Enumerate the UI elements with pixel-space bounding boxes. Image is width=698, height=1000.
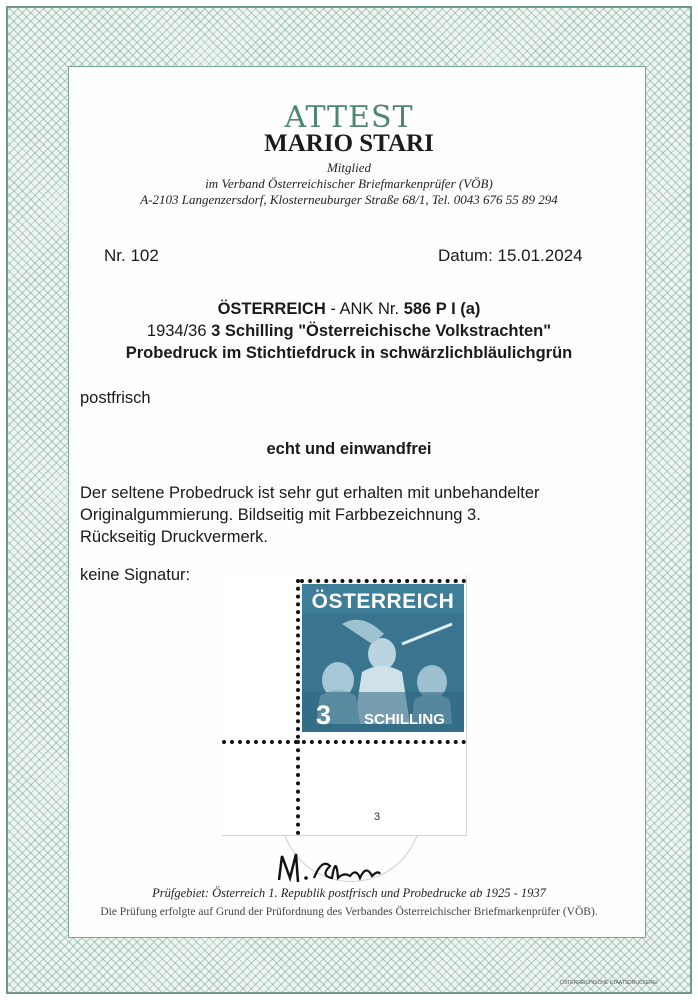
plate-number: 3 bbox=[374, 811, 381, 823]
perforation-top bbox=[300, 579, 466, 583]
country: ÖSTERREICH bbox=[217, 300, 326, 318]
stamp-image bbox=[222, 575, 466, 835]
address-line: A-2103 Langenzersdorf, Klosterneuburger Straße 68/1, Tel. 0043 676 55 89 294 bbox=[140, 192, 558, 207]
perforation-margin bbox=[296, 740, 300, 835]
verdict: echt und einwandfrei bbox=[266, 440, 432, 458]
certificate-title: ATTEST bbox=[284, 100, 414, 135]
body-line-2: Originalgummierung. Bildseitig mit Farbbezeichnung 3. bbox=[80, 506, 481, 524]
signature-label: keine Signatur: bbox=[80, 566, 191, 584]
certificate-date: Datum: 15.01.2024 bbox=[438, 246, 583, 265]
printer-imprint: ÖSTERREICHISCHE STAATSDRUCKEREI bbox=[560, 980, 658, 986]
catalog-line bbox=[0, 300, 698, 319]
stamp bbox=[302, 584, 464, 732]
condition: postfrisch bbox=[80, 389, 151, 407]
issue-year: 1934/36 bbox=[146, 322, 212, 340]
perforation-bottom bbox=[222, 740, 466, 744]
issue-name: 3 Schilling "Österreichische Volkstrachten" bbox=[211, 322, 552, 340]
catalog-number: 586 P I (a) bbox=[403, 300, 481, 318]
body-line-1: Der seltene Probedruck ist sehr gut erhalten mit unbehandelter bbox=[80, 484, 540, 502]
catalog-prefix: - ANK Nr. bbox=[325, 300, 404, 318]
membership-label: Mitglied bbox=[326, 160, 372, 175]
stamp-value: 3 bbox=[316, 700, 332, 730]
scope-line: Prüfgebiet: Österreich 1. Republik postfrisch und Probedrucke ab 1925 - 1937 bbox=[152, 886, 546, 900]
perforation-left bbox=[296, 579, 300, 739]
regulation-line: Die Prüfung erfolgte auf Grund der Prüfordnung des Verbandes Österreichischer Briefmarkenprüfer (VÖB). bbox=[100, 906, 598, 918]
stamp-currency: SCHILLING bbox=[364, 711, 445, 728]
expert-name: MARIO STARI bbox=[264, 130, 434, 157]
description-line: Probedruck im Stichtiefdruck in schwärzlichbläulichgrün bbox=[125, 344, 573, 362]
body-line-3: Rückseitig Druckvermerk. bbox=[80, 528, 268, 546]
handwritten-signature bbox=[274, 848, 384, 888]
association-line: im Verband Österreichischer Briefmarkenprüfer (VÖB) bbox=[205, 176, 493, 191]
issue-line bbox=[0, 322, 698, 341]
stamp-country: ÖSTERREICH bbox=[311, 590, 455, 613]
certificate-number: Nr. 102 bbox=[104, 246, 159, 265]
